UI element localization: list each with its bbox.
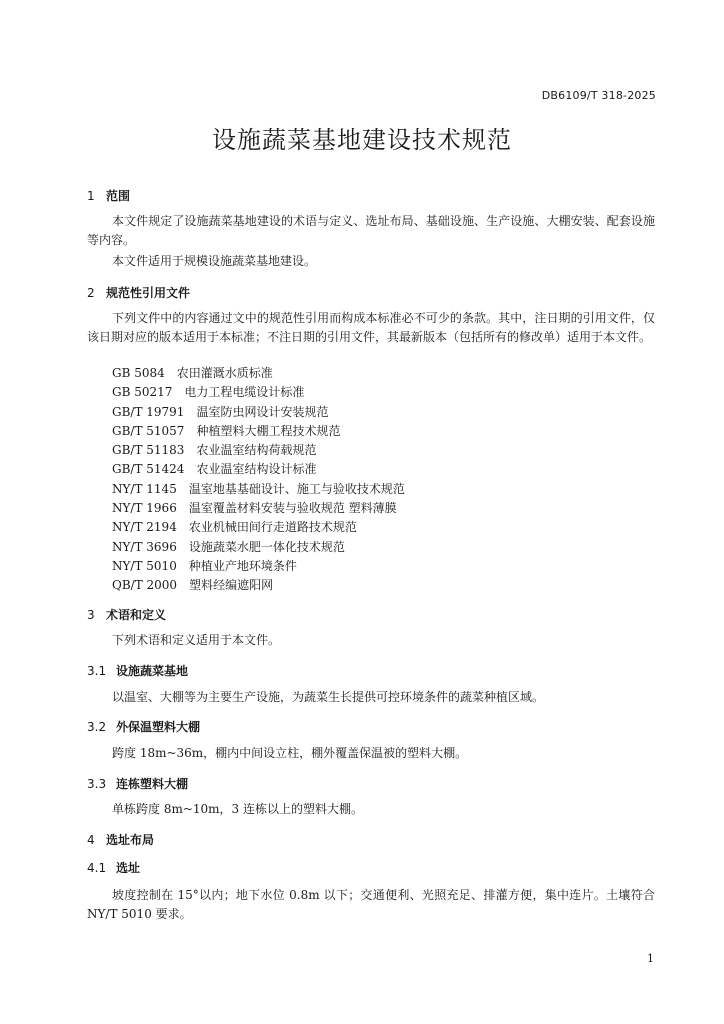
reference-code: QB/T 2000 [112, 578, 178, 593]
section-3-1-paragraph-1: 以温室、大棚等为主要生产设施，为蔬菜生长提供可控环境条件的蔬菜种植区域。 [112, 690, 545, 704]
section-number: 4 [87, 833, 95, 847]
section-title: 术语和定义 [106, 608, 167, 622]
reference-name: 种植业产地环境条件 [188, 558, 297, 573]
section-1-paragraph-1: 本文件规定了设施蔬菜基地建设的术语与定义、选址布局、基础设施、生产设施、大棚安装、配套设施等内容。 [87, 214, 655, 247]
reference-code: GB 5084 [112, 366, 165, 380]
section-2-paragraph-1: 下列文件中的内容通过文中的规范性引用而构成本标准必不可少的条款。其中，注日期的引用文件，仅该日期对应的版本适用于本标准；不注日期的引用文件，其最新版本（包括所有的修改单）适用于本文件。 [87, 311, 655, 344]
list-item [112, 364, 405, 383]
section-number: 1 [87, 189, 95, 203]
section-4-heading [87, 831, 154, 848]
section-3-3-heading [87, 775, 188, 792]
section-1-heading [87, 187, 130, 204]
list-item [112, 403, 405, 422]
list-item [112, 383, 405, 402]
list-item [112, 441, 405, 460]
reference-name: 电力工程电缆设计标准 [184, 385, 305, 400]
reference-name: 农业温室结构设计标准 [196, 462, 317, 477]
normative-references-list [112, 364, 405, 596]
reference-code: GB/T 19791 [112, 404, 185, 419]
list-item [112, 460, 405, 479]
section-4-1-paragraph-1: 坡度控制在 15°以内；地下水位 0.8m 以下；交通便利、光照充足、排灌方便，集中连片。土壤符合 NY/T 5010 要求。 [87, 888, 655, 921]
reference-name: 塑料经编遮阳网 [189, 578, 274, 593]
section-4-1-heading [87, 859, 140, 876]
reference-name: 温室防虫网设计安装规范 [196, 404, 329, 419]
reference-code: NY/T 1966 [112, 501, 177, 516]
section-number: 2 [87, 286, 95, 300]
reference-name: 农业温室结构荷载规范 [196, 443, 317, 458]
section-3-2-paragraph-1: 跨度 18m~36m，棚内中间设立柱，棚外覆盖保温被的塑料大棚。 [112, 746, 468, 760]
section-3-3-paragraph-1: 单栋跨度 8m~10m，3 连栋以上的塑料大棚。 [112, 802, 363, 816]
reference-code: GB/T 51183 [112, 443, 185, 458]
section-number: 3 [87, 608, 95, 622]
reference-code: GB 50217 [112, 385, 173, 400]
section-number: 3.3 [87, 777, 107, 791]
section-title: 选址 [116, 861, 141, 875]
list-item [112, 576, 405, 595]
section-number: 3.2 [87, 720, 107, 734]
reference-name: 种植塑料大棚工程技术规范 [196, 423, 341, 438]
section-title: 设施蔬菜基地 [116, 664, 189, 678]
section-number: 4.1 [87, 861, 107, 875]
section-3-heading [87, 606, 166, 623]
document-title: 设施蔬菜基地建设技术规范 [212, 126, 512, 154]
reference-code: NY/T 3696 [112, 539, 177, 554]
list-item [112, 480, 405, 499]
section-2-heading [87, 284, 190, 301]
section-title: 连栋塑料大棚 [116, 777, 189, 791]
reference-name: 设施蔬菜水肥一体化技术规范 [188, 539, 345, 554]
section-1-paragraph-2: 本文件适用于规模设施蔬菜基地建设。 [112, 254, 317, 268]
reference-code: NY/T 2194 [112, 520, 177, 535]
reference-name: 农业机械田间行走道路技术规范 [188, 520, 357, 535]
list-item [112, 538, 405, 557]
section-title: 选址布局 [106, 833, 155, 847]
list-item [112, 518, 405, 537]
reference-code: GB/T 51424 [112, 462, 185, 477]
list-item [112, 557, 405, 576]
section-title: 范围 [106, 189, 131, 203]
page-number: 1 [647, 952, 654, 965]
reference-code: NY/T 1145 [112, 481, 177, 496]
list-item [112, 422, 405, 441]
section-title: 外保温塑料大棚 [116, 720, 201, 734]
section-title: 规范性引用文件 [106, 286, 191, 300]
reference-name: 温室覆盖材料安装与验收规范 塑料薄膜 [188, 501, 397, 516]
reference-code: NY/T 5010 [112, 558, 177, 573]
list-item [112, 499, 405, 518]
section-number: 3.1 [87, 664, 107, 678]
reference-name: 农田灌溉水质标准 [176, 366, 273, 380]
document-code: DB6109/T 318-2025 [541, 89, 656, 102]
reference-name: 温室地基基础设计、施工与验收技术规范 [188, 481, 405, 496]
section-3-2-heading [87, 718, 200, 735]
reference-code: GB/T 51057 [112, 423, 185, 438]
section-3-1-heading [87, 662, 188, 679]
section-3-paragraph-1: 下列术语和定义适用于本文件。 [112, 633, 281, 647]
